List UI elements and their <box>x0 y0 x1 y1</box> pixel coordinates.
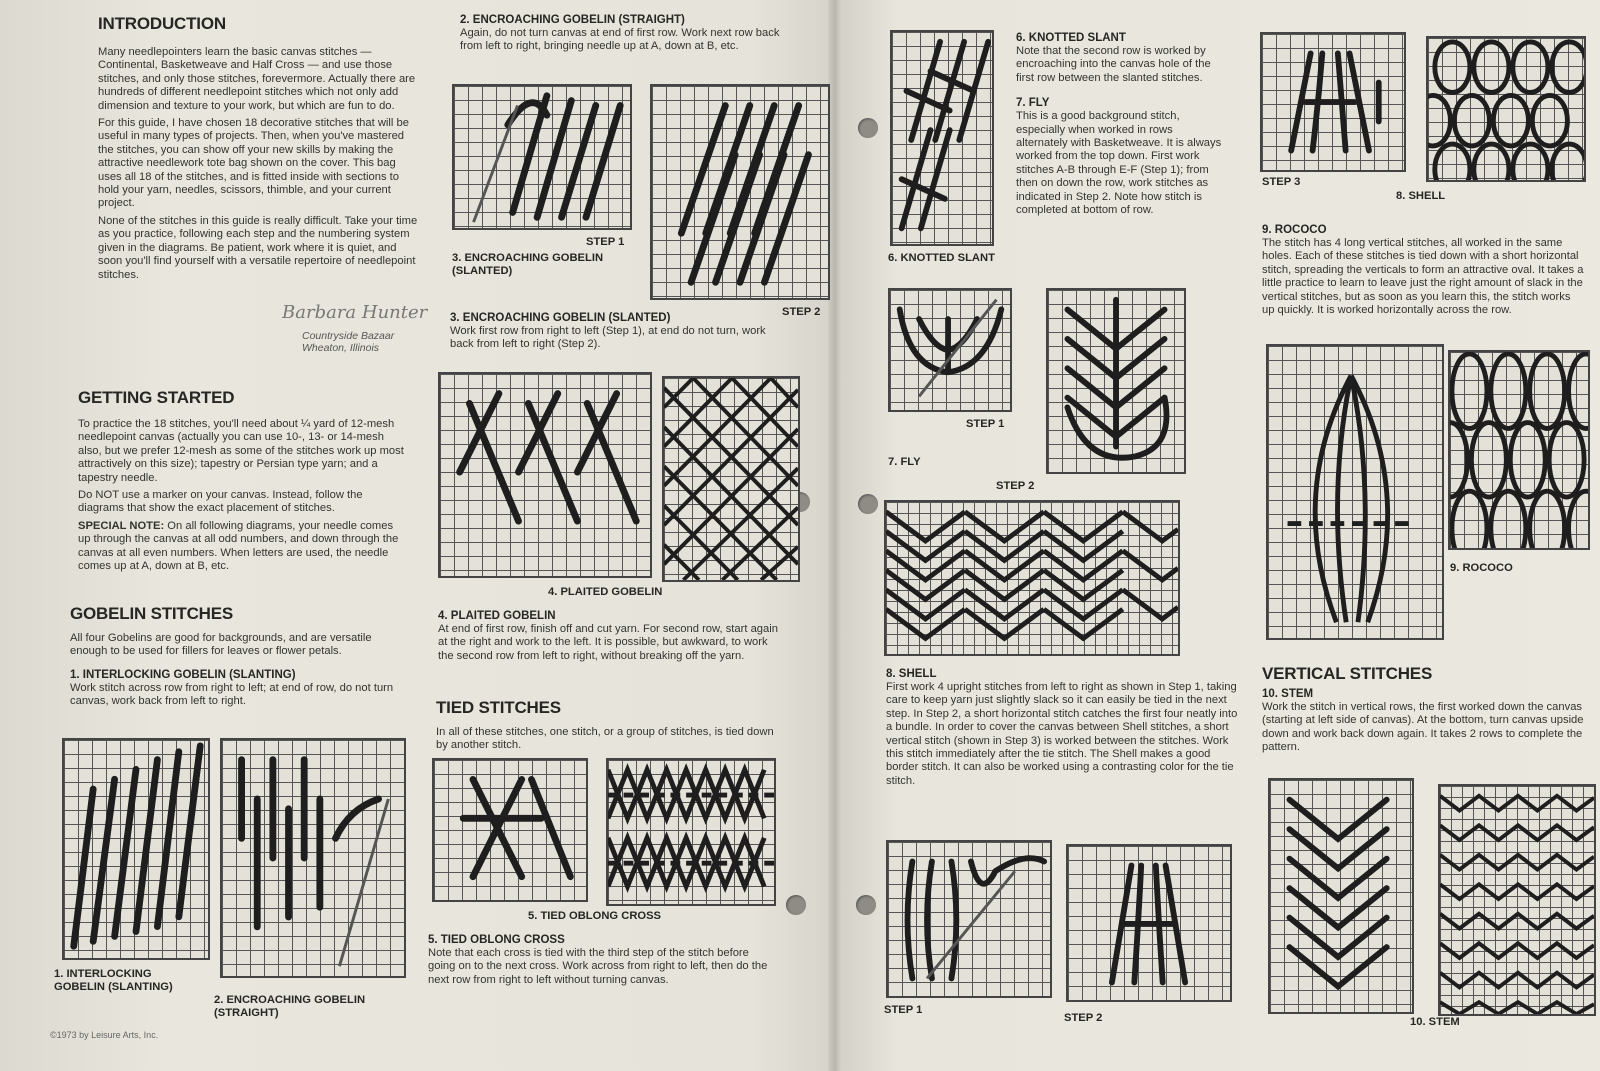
stitch-6-block <box>1016 32 1226 221</box>
stitch-5-title: 5. TIED OBLONG CROSS <box>428 934 565 946</box>
step3-label: STEP 3 <box>1262 176 1301 188</box>
stitch-lines <box>652 86 828 298</box>
stitch-8-text: First work 4 upright stitches from left to right as shown in Step 1, taking care to keep yarn just slightly slack so it can easily be tied in the next step. In Step 2, a short horizontal stitch catches the first four neatly into a bundle. In order to cover the canvas between Shell stitches, a short vertical stitch (shown in Step 3) is worked between the stitches. Work this stitch immediately after the tie stitch. The Shell makes a good border stitch. It can also be worked using a contrasting color for the tie stitch. <box>886 681 1238 787</box>
introduction-heading: INTRODUCTION <box>98 14 226 33</box>
gobelin-heading: GOBELIN STITCHES <box>70 604 234 623</box>
stitch-3-title: 3. ENCROACHING GOBELIN (SLANTED) <box>450 312 671 324</box>
caption-7: 7. FLY <box>888 456 921 468</box>
intro-paragraph-1: Many needlepointers learn the basic canvas stitches — Continental, Basketweave and Half Cross — and use those stitches, and only those stitches, forevermore. Actually there are hundreds of different needlepoint stitches which not only add dimension and texture to your work, but which are fun to do. <box>98 46 416 112</box>
signature-location: Countryside Bazaar Wheaton, Illinois <box>302 330 395 354</box>
stitch-7-text: This is a good background stitch, especially when worked in rows alternately with Basketweave. It is always worked from the top down. First work stitches A-B through E-F (Step 1); from then on down the row, work stitches as indicated in Step 2. Note how stitch is completed at bottom of row. <box>1016 110 1222 217</box>
tied-stitches-section <box>436 698 776 757</box>
gobelin-paragraph: All four Gobelins are good for backgrounds, and are versatile enough to be used for fillers for leaves or flower petals. <box>70 632 372 658</box>
step2-label-shell: STEP 2 <box>1064 1012 1103 1024</box>
stitch-9-title: 9. ROCOCO <box>1262 224 1327 236</box>
caption-4: 4. PLAITED GOBELIN <box>548 586 663 598</box>
stitch-4-text: At end of first row, finish off and cut yarn. For second row, start again at the right and work to the left. It is possible, but awkward, to work the second row from left to right, without breaking off the yarn. <box>438 623 778 662</box>
diagram-tied-oblong-cross-pattern <box>606 758 776 906</box>
binder-hole <box>858 118 878 138</box>
caption-8-shell: 8. SHELL <box>1396 190 1446 202</box>
stitch-lines <box>892 32 992 244</box>
stitch-lines <box>890 290 1010 410</box>
stitch-lines <box>1450 352 1588 548</box>
step1-label-a: STEP 1 <box>586 236 625 248</box>
diagram-plaited-gobelin-pattern <box>662 376 800 582</box>
caption-1: 1. INTERLOCKING GOBELIN (SLANTING) <box>54 968 173 993</box>
caption-9: 9. ROCOCO <box>1450 562 1513 574</box>
stitch-8-title: 8. SHELL <box>886 668 937 680</box>
stitch-lines <box>1268 346 1442 638</box>
diagram-shell-step2 <box>1066 844 1232 1002</box>
stitch-lines <box>1440 786 1594 1014</box>
stitch-lines <box>886 502 1178 654</box>
stitch-lines <box>1428 38 1584 180</box>
stitch-lines <box>1048 290 1184 472</box>
stitch-6-title: 6. KNOTTED SLANT <box>1016 32 1126 44</box>
caption-3a: 3. ENCROACHING GOBELIN (SLANTED) <box>452 252 604 277</box>
getting-started-section <box>78 388 408 577</box>
stitch-lines <box>64 740 208 958</box>
binder-hole <box>858 494 878 514</box>
stitch-lines <box>1270 780 1412 1012</box>
diagram-tied-oblong-cross-step <box>432 758 588 902</box>
signature: Barbara Hunter <box>282 302 428 323</box>
stitch-2-block <box>460 14 790 58</box>
stitch-lines <box>608 760 774 904</box>
diagram-stem-step <box>1268 778 1414 1014</box>
gobelin-section <box>70 604 405 713</box>
diagram-stem-pattern <box>1438 784 1596 1016</box>
stitch-lines <box>454 86 630 228</box>
diagram-shell-pattern <box>1426 36 1586 182</box>
binder-hole <box>786 895 806 915</box>
diagram-encroaching-slanted-step2 <box>650 84 830 300</box>
tied-stitches-heading: TIED STITCHES <box>436 698 561 717</box>
diagram-fly-step2 <box>1046 288 1186 474</box>
caption-6: 6. KNOTTED SLANT <box>888 252 995 264</box>
diagram-rococo-step <box>1266 344 1444 640</box>
special-note-label: SPECIAL NOTE: <box>78 519 165 532</box>
stitch-1-title: 1. INTERLOCKING GOBELIN (SLANTING) <box>70 668 296 681</box>
diagram-rococo-pattern <box>1448 350 1590 550</box>
stitch-1-text: Work stitch across row from right to left; at end of row, do not turn canvas, work back from left to right. <box>70 681 394 708</box>
tied-stitches-paragraph: In all of these stitches, one stitch, or a group of stitches, is tied down by another stitch. <box>436 726 774 752</box>
stitch-lines <box>1262 34 1404 170</box>
stitch-9-text: The stitch has 4 long vertical stitches, all worked in the same holes. Each of these stitches is tied down with a short horizontal stitch, spreading the verticals to form an attractive oval. It takes a little practice to learn to leave just the right amount of slack in the vertical stitches, but as soon as you learn this, the stitch works up quickly. It is worked horizontally across the row. <box>1262 237 1584 317</box>
copyright: ©1973 by Leisure Arts, Inc. <box>50 1030 159 1040</box>
step1-label-shell: STEP 1 <box>884 1004 923 1016</box>
stitch-10-text: Work the stitch in vertical rows, the first worked down the canvas (starting at left side of canvas). At the bottom, turn canvas upside down and work back down again. It takes 2 rows to complete the pattern. <box>1262 701 1584 754</box>
step2-label-a: STEP 2 <box>782 306 821 318</box>
diagram-fly-step1 <box>888 288 1012 412</box>
diagram-interlocking-gobelin <box>62 738 210 960</box>
special-note <box>78 520 408 574</box>
diagram-fly-pattern <box>884 500 1180 656</box>
stitch-4-title: 4. PLAITED GOBELIN <box>438 610 556 622</box>
caption-10: 10. STEM <box>1410 1016 1460 1028</box>
diagram-plaited-gobelin-step <box>438 372 652 578</box>
diagram-knotted-slant <box>890 30 994 246</box>
stitch-2-text: Again, do not turn canvas at end of first row. Work next row back from left to right, bringing needle up at A, down at B, etc. <box>460 27 780 53</box>
stitch-9-block <box>1262 224 1584 321</box>
stitch-2-title: 2. ENCROACHING GOBELIN (STRAIGHT) <box>460 14 685 26</box>
intro-paragraph-2: For this guide, I have chosen 18 decorative stitches that will be useful in many types of projects. Then, when you've mastered the stitches, you can show off your new skills by making the attractive needlework tote bag shown on the cover. This bag uses all 18 of the stitches, and is fitted inside with sections to hold your yarn, needles, scissors, thimble, and your current project. <box>98 117 409 210</box>
special-note-text: On all following diagrams, your needle comes up through the canvas at all odd numbers, and down through the canvas at all even numbers. When letters are used, the needle comes up at A, down at B, etc. <box>78 519 399 573</box>
stitch-lines <box>888 842 1050 996</box>
binder-hole <box>856 895 876 915</box>
diagram-shell-step3 <box>1260 32 1406 172</box>
vertical-stitches-section <box>1262 664 1592 759</box>
stitch-7-title: 7. FLY <box>1016 97 1050 110</box>
binding-spine <box>828 0 842 1071</box>
diagram-shell-step1 <box>886 840 1052 998</box>
step1-label-fly: STEP 1 <box>966 418 1005 430</box>
stitch-lines <box>434 760 586 900</box>
stitch-5-block <box>428 934 778 991</box>
stitch-8-block <box>886 668 1238 792</box>
getting-started-heading: GETTING STARTED <box>78 388 235 407</box>
stitch-lines <box>664 378 798 580</box>
vertical-stitches-heading: VERTICAL STITCHES <box>1262 664 1433 683</box>
step2-label-fly: STEP 2 <box>996 480 1035 492</box>
stitch-4-block <box>438 610 778 667</box>
intro-paragraph-3: None of the stitches in this guide is really difficult. Take your time as you practice, following each step and the numbering system given in the diagrams. Be patient, work where it is quiet, and soon you'll find yourself with a versatile repertoire of needlepoint stitches. <box>98 214 418 281</box>
stitch-lines <box>222 740 404 976</box>
caption-2: 2. ENCROACHING GOBELIN (STRAIGHT) <box>214 994 366 1019</box>
caption-5: 5. TIED OBLONG CROSS <box>528 910 662 922</box>
stitch-3-block <box>450 312 780 356</box>
stitch-10-title: 10. STEM <box>1262 688 1314 700</box>
introduction-section <box>98 14 418 286</box>
stitch-5-text: Note that each cross is tied with the third step of the stitch before going on to the next cross. Work across from right to left, then do the next row from right to left without turning canvas. <box>428 947 768 986</box>
stitch-lines <box>440 374 650 576</box>
getting-started-paragraph-2: Do NOT use a marker on your canvas. Instead, follow the diagrams that show the exact placement of stitches. <box>78 489 363 515</box>
stitch-6-text: Note that the second row is worked by encroaching into the canvas hole of the first row between the slanted stitches. <box>1016 45 1211 84</box>
diagram-encroaching-gobelin-straight <box>220 738 406 978</box>
diagram-encroaching-slanted-step1 <box>452 84 632 230</box>
getting-started-paragraph-1: To practice the 18 stitches, you'll need about ¼ yard of 12-mesh needlepoint canvas (actually you can use 10-, 13- or 14-mesh also, but we prefer 12-mesh as some of the stitches work up most attractively on this size); tapestry or Persian type yarn; and a tapestry needle. <box>78 418 404 484</box>
stitch-3-text: Work first row from right to left (Step 1), at end do not turn, work back from left to right (Step 2). <box>450 325 766 351</box>
stitch-lines <box>1068 846 1230 1000</box>
